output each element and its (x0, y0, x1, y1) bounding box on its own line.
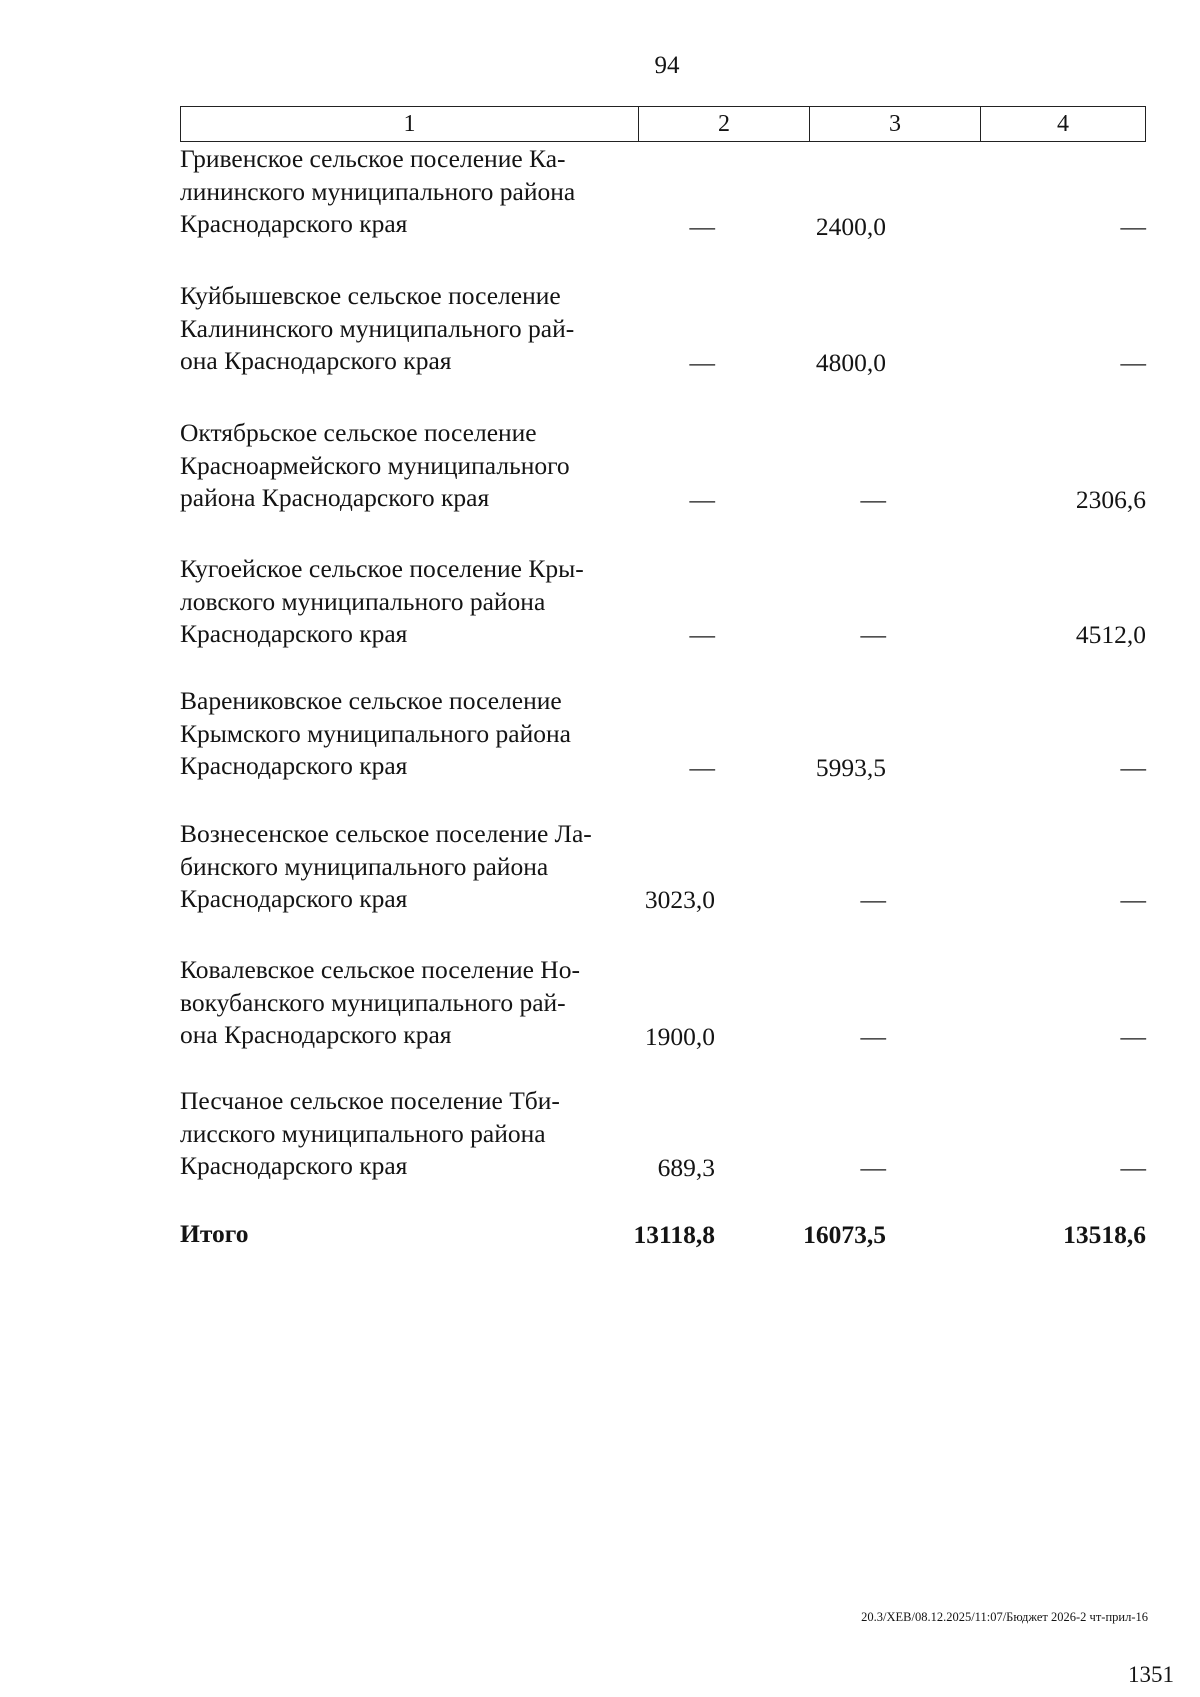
value-col3: 5993,5 (815, 753, 886, 782)
name-line: Куйбышевское сельское поселение (180, 281, 561, 310)
column-header-1: 1 (403, 111, 416, 137)
value-col2: — (689, 212, 715, 241)
sheet-number: 1351 (1128, 1662, 1174, 1687)
value-col4: — (1120, 348, 1146, 377)
column-header-3: 3 (809, 107, 980, 141)
value-col4: 2306,6 (1075, 485, 1146, 514)
column-header-2: 2 (638, 107, 809, 141)
name-line: бинского муниципального района (180, 851, 549, 881)
total-col4: 13518,6 (1063, 1220, 1146, 1249)
value-col2: — (689, 620, 715, 649)
name-line: Гривенское сельское поселение Ка- (180, 144, 566, 173)
name-line: Крымского муниципального района (180, 718, 571, 748)
value-col3: — (860, 485, 886, 514)
document-code: 20.3/ХЕВ/08.12.2025/11:07/Бюджет 2026-2 чт-прил-16 (861, 1610, 1148, 1624)
name-line: Варениковское сельское поселение (180, 686, 562, 715)
name-line: она Краснодарского края (180, 1020, 452, 1049)
name-line: Краснодарского края (180, 1151, 408, 1180)
name-line: лисского муниципального района (180, 1118, 546, 1148)
table-column-header (180, 106, 1146, 142)
name-line: Калининского муниципального рай- (180, 313, 575, 343)
name-line: Ковалевское сельское поселение Но- (180, 955, 580, 984)
value-col2: — (689, 485, 715, 514)
name-line: Кугоейское сельское поселение Кры- (180, 554, 584, 583)
page-number: 94 (654, 52, 680, 79)
value-col3: — (860, 1153, 886, 1182)
name-line: вокубанского муниципального рай- (180, 987, 566, 1017)
name-line: Красноармейского муниципального (180, 450, 570, 480)
name-line: Краснодарского края (180, 619, 408, 648)
total-col3: 16073,5 (803, 1220, 886, 1249)
name-line: Краснодарского края (180, 751, 408, 780)
total-col2: 13118,8 (633, 1220, 715, 1249)
name-line: лининского муниципального района (180, 176, 576, 206)
name-line: Вознесенское сельское поселение Ла- (180, 819, 592, 848)
value-col3: — (860, 1022, 886, 1051)
value-col2: 1900,0 (644, 1022, 715, 1051)
name-line: Краснодарского края (180, 209, 408, 238)
value-col3: 2400,0 (815, 212, 886, 241)
value-col2: 3023,0 (644, 885, 715, 914)
value-col4: — (1120, 885, 1146, 914)
value-col4: 4512,0 (1075, 620, 1146, 649)
value-col2: 689,3 (657, 1153, 715, 1182)
name-line: она Краснодарского края (180, 346, 452, 375)
value-col4: — (1120, 212, 1146, 241)
value-col2: — (689, 348, 715, 377)
name-line: района Краснодарского края (180, 483, 490, 512)
name-line: ловского муниципального района (180, 586, 546, 616)
value-col4: — (1120, 1153, 1146, 1182)
name-line: Песчаное сельское поселение Тби- (180, 1086, 560, 1115)
value-col3: — (860, 885, 886, 914)
value-col3: 4800,0 (815, 348, 886, 377)
column-header-4: 4 (980, 107, 1145, 141)
value-col4: — (1120, 1022, 1146, 1051)
value-col2: — (689, 753, 715, 782)
total-label: Итого (180, 1219, 249, 1248)
value-col3: — (860, 620, 886, 649)
name-line: Краснодарского края (180, 884, 408, 913)
value-col4: — (1120, 753, 1146, 782)
name-line: Октябрьское сельское поселение (180, 418, 537, 447)
